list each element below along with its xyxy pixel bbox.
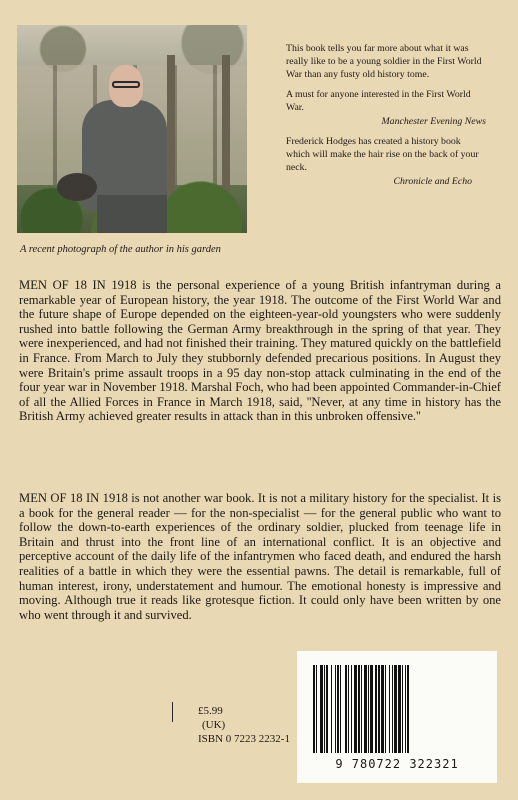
praise-source-2: Chronicle and Echo <box>393 176 472 187</box>
price-region: (UK) <box>202 719 226 731</box>
isbn: ISBN 0 7223 2232-1 <box>198 733 290 745</box>
author-figure <box>82 100 167 210</box>
barcode-stripe <box>409 665 412 753</box>
praise-quote-3: Frederick Hodges has created a history book which will make the hair rise on the back of your neck. Chronicle and Echo <box>286 135 486 188</box>
glasses-icon <box>112 81 140 88</box>
barcode-number: 9 780722 322321 <box>335 757 459 771</box>
barcode-bars <box>313 665 481 753</box>
photo-caption: A recent photograph of the author in his garden <box>20 244 221 255</box>
praise-source-1: Manchester Evening News <box>381 116 486 127</box>
price-block <box>198 704 290 746</box>
author-legs <box>97 195 167 233</box>
hat-icon <box>57 173 97 201</box>
praise-quote-2: A must for anyone interested in the First World War. Manchester Evening News <box>286 89 486 127</box>
praise-quotes <box>286 42 486 195</box>
blurb-paragraph-2: MEN OF 18 IN 1918 is not another war book. It is not a military history for the specialist. It is a book for the general reader — for the non-specialist — for the general public who want to follow the down-to-earth experiences of the ordinary soldier, plucked from teenage life in Britain and thrust into the front line of an international conflict. It is an objective and perceptive account of the daily life of the infantrymen who faced death, and endured the harsh realities of a battle in which they were the essential pawns. The detail is remarkable, full of human interest, irony, understatement and humour. The emotional honesty is impressive and moving. Although true it reads like grotesque fiction. It could only have been written by one who went through it and survived. <box>19 491 501 622</box>
barcode <box>297 651 497 783</box>
price: £5.99 <box>198 705 223 717</box>
praise-quote-1: This book tells you far more about what it was really like to be a young soldier in the First World War than any fusty old history tome. <box>286 43 482 80</box>
blurb-paragraph-1: MEN OF 18 IN 1918 is the personal experience of a young British infantryman during a remarkable year of European history, the year 1918. The outcome of the First World War and the future shape of Europe depended on the eighteen-year-old youngsters who were suddenly rushed into battle following the German Army breakthrough in the spring of that year. They were inexperienced, and had not finished their training. They matured quickly on the battlefield in France. From March to July they stubbornly defended precarious positions. In August they were Britain's prime assault troops in a 95 day non-stop attack culminating in the end of the four year war in November 1918. Marshal Foch, who had been appointed Commander-in-Chief of all the Allied Forces in France in March 1918, said, ''Never, at any time in history has the British Army achieved greater results in attack than in this unbroken offensive.'' <box>19 278 501 424</box>
author-photo <box>17 25 247 233</box>
divider-mark <box>172 702 173 722</box>
